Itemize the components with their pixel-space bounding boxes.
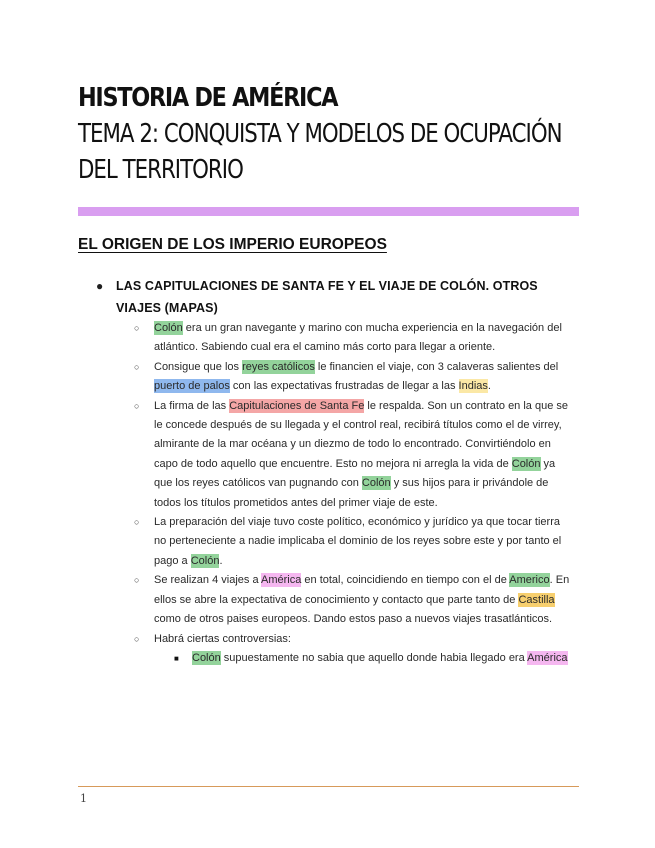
- text-run: en total, coincidiendo en tiempo con el de: [301, 574, 510, 587]
- list-item: [134, 630, 574, 649]
- bullet-icon: ●: [96, 279, 104, 293]
- highlight-reyes-catolicos: reyes católicos: [242, 360, 315, 373]
- circle-bullet-icon: ○: [134, 633, 140, 644]
- text-run: era un gran navegante y marino con mucha experiencia en la navegación del atlántico. Sabiendo cual era el camino más corto para llegar a oriente.: [154, 322, 562, 354]
- text-run: La preparación del viaje tuvo coste político, económico y jurídico ya que tocar tierra no perteneciente a nadie implicaba el dominio de los reyes sobre este y por tanto el pago a: [154, 516, 562, 567]
- section-heading: EL ORIGEN DE LOS IMPERIO EUROPEOS: [78, 236, 387, 253]
- list-item: [134, 397, 574, 513]
- page-number: 1: [80, 792, 87, 805]
- text-run: Se realizan 4 viajes a: [154, 574, 262, 587]
- highlight-indias: Indias: [458, 380, 488, 393]
- sub-list: [134, 319, 574, 668]
- list-item: [134, 513, 574, 571]
- text-run: como de otros paises europeos. Dando estos paso a nuevos viajes trasatlánticos.: [154, 613, 553, 626]
- highlight-capitulaciones: Capitulaciones de Santa Fe: [229, 399, 365, 412]
- document-title: [78, 80, 578, 188]
- main-list-item: [96, 275, 576, 319]
- highlight-colon: Colón: [192, 651, 221, 664]
- list-item: [134, 571, 574, 629]
- text-run: le financien el viaje, con 3 calaveras salientes del: [314, 360, 559, 373]
- text-run: La firma de las: [154, 399, 230, 412]
- list-item: [134, 358, 574, 397]
- circle-bullet-icon: ○: [134, 400, 140, 411]
- nested-list-item: [174, 649, 574, 668]
- circle-bullet-icon: ○: [134, 361, 140, 372]
- highlight-america: América: [261, 574, 302, 587]
- list-item: [134, 319, 574, 358]
- text-run: Consigue que los: [154, 360, 243, 373]
- title-line-2: TEMA 2: CONQUISTA Y MODELOS DE OCUPACIÓN: [78, 119, 562, 149]
- circle-bullet-icon: ○: [134, 575, 140, 586]
- text-run: con las expectativas frustradas de llegar a las: [229, 380, 459, 393]
- circle-bullet-icon: ○: [134, 517, 140, 528]
- text-run: . En ellos se abre la expectativa de conocimiento y contacto que parte tanto de: [154, 574, 570, 606]
- text-run: .: [219, 554, 223, 567]
- title-line-1: HISTORIA DE AMÉRICA: [78, 83, 338, 113]
- text-run: ya que los reyes católicos van pugnando con: [154, 457, 556, 490]
- text-run: supuestamente no sabia que aquello donde habia llegado era: [220, 651, 528, 664]
- square-bullet-icon: ■: [174, 653, 179, 663]
- title-line-3: DEL TERRITORIO: [78, 155, 243, 185]
- text-run: le respalda. Son un contrato en la que se le concede después de su llegada y el control real, recibirá títulos como el de virrey, almirante de la mar océana y un diezmo de todo lo encontrado. Convirtiéndolo en capo de todo aquello que encuentre. Esto no mejora ni arregla la vida de: [154, 399, 568, 470]
- highlight-colon: Colón: [511, 457, 541, 470]
- highlight-america: América: [527, 651, 568, 664]
- accent-bar: [78, 207, 579, 216]
- main-list-item-text: LAS CAPITULACIONES DE SANTA FE Y EL VIAJE DE COLÓN. OTROS VIAJES (MAPAS): [116, 279, 538, 315]
- highlight-americo: Americo: [509, 574, 550, 587]
- highlight-colon: Colón: [190, 554, 220, 567]
- highlight-colon: Colón: [361, 477, 391, 490]
- circle-bullet-icon: ○: [134, 323, 140, 333]
- text-run: y sus hijos para ir privándole de todos los títulos prometidos antes del primer viaje de este.: [154, 477, 549, 509]
- highlight-castilla: Castilla: [518, 593, 555, 606]
- footer-divider: [78, 786, 579, 787]
- text-run: Habrá ciertas controversias:: [154, 632, 291, 645]
- highlight-puerto-de-palos: puerto de palos: [154, 380, 230, 393]
- text-run: .: [487, 380, 491, 393]
- highlight-colon: Colón: [154, 322, 183, 334]
